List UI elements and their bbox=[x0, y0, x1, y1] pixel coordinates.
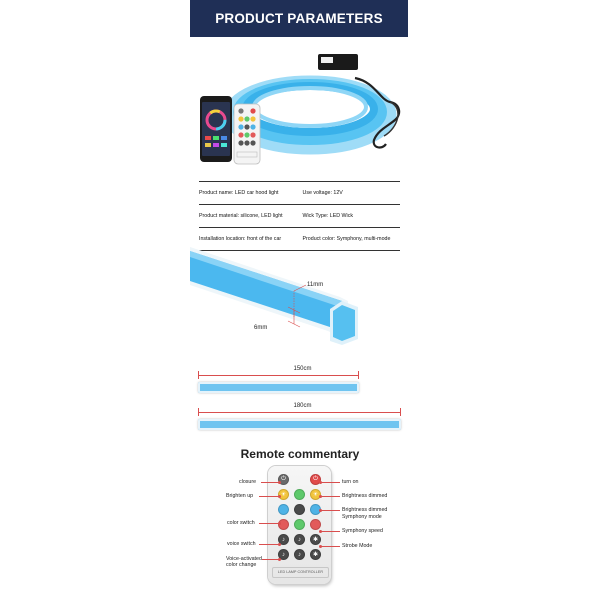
length-150-block bbox=[195, 366, 410, 396]
remote-control bbox=[268, 466, 331, 584]
strip-150-bar bbox=[198, 382, 359, 393]
remote-footer-label: LED LAMP CONTROLLER bbox=[272, 567, 329, 578]
callout-symphony-mode: Symphony mode bbox=[342, 514, 382, 520]
symphony-speed-button-icon bbox=[310, 519, 321, 530]
off-button-icon: ⏻ bbox=[278, 474, 289, 485]
voice-switch-button-icon: ♪ bbox=[278, 534, 289, 545]
length-180-label: 180cm bbox=[293, 403, 312, 409]
param-location: Installation location: front of the car bbox=[199, 236, 282, 242]
music2-button-icon: ♪ bbox=[294, 549, 305, 560]
parameters-table bbox=[199, 181, 400, 251]
param-name: Product name: LED car hood light bbox=[199, 190, 279, 196]
strip-closeup-image bbox=[190, 245, 410, 345]
dark-button-icon bbox=[294, 504, 305, 515]
remote-section-title: Remote commentary bbox=[240, 447, 360, 461]
callout-voice-switch: voice switch bbox=[227, 541, 256, 547]
width-dimension-label: 11mm bbox=[307, 282, 324, 288]
param-wick-type: Wick Type: LED Wick bbox=[302, 213, 354, 219]
callout-closure: closure bbox=[239, 479, 257, 485]
dim-button-icon: ☀ bbox=[310, 489, 321, 500]
param-voltage: Use voltage: 12V bbox=[302, 190, 343, 196]
callout-turn-on: turn on bbox=[342, 479, 359, 485]
strip-closeup bbox=[190, 245, 410, 345]
star-button-icon: ✱ bbox=[310, 549, 321, 560]
param-color: Product color: Symphony, multi-mode bbox=[302, 236, 391, 242]
green-button-icon bbox=[294, 519, 305, 530]
product-hero-image bbox=[190, 40, 410, 180]
length-150-label: 150cm bbox=[293, 366, 312, 372]
param-row bbox=[199, 205, 400, 228]
length-180-block bbox=[195, 403, 410, 435]
page-title: PRODUCT PARAMETERS bbox=[215, 11, 383, 26]
callout-brightness-dimmed-1: Brightness dimmed bbox=[342, 493, 388, 499]
on-button-icon: ⏻ bbox=[310, 474, 321, 485]
blue-button-icon bbox=[278, 504, 289, 515]
strobe-mode-button-icon: ✱ bbox=[310, 534, 321, 545]
callout-brightness-dimmed-2: Brightness dimmed bbox=[342, 507, 388, 513]
mode-green-button-icon bbox=[294, 489, 305, 500]
page-header bbox=[190, 0, 408, 37]
height-dimension-label: 6mm bbox=[254, 325, 268, 331]
callout-brighten-up: Brighten up bbox=[226, 493, 254, 499]
music-button-icon: ♪ bbox=[294, 534, 305, 545]
brighten-button-icon: ☀ bbox=[278, 489, 289, 500]
strip-180-bar bbox=[198, 419, 401, 430]
param-material: Product material: silicone, LED light bbox=[199, 213, 283, 219]
voice-color-button-icon: ♪ bbox=[278, 549, 289, 560]
callout-strobe-mode: Strobe Mode bbox=[342, 543, 373, 549]
callout-voice-activated: Voice-activated color change bbox=[226, 556, 262, 568]
callout-color-switch: color switch bbox=[227, 520, 255, 526]
callout-symphony-speed: Symphony speed bbox=[342, 528, 383, 534]
param-row bbox=[199, 181, 400, 205]
